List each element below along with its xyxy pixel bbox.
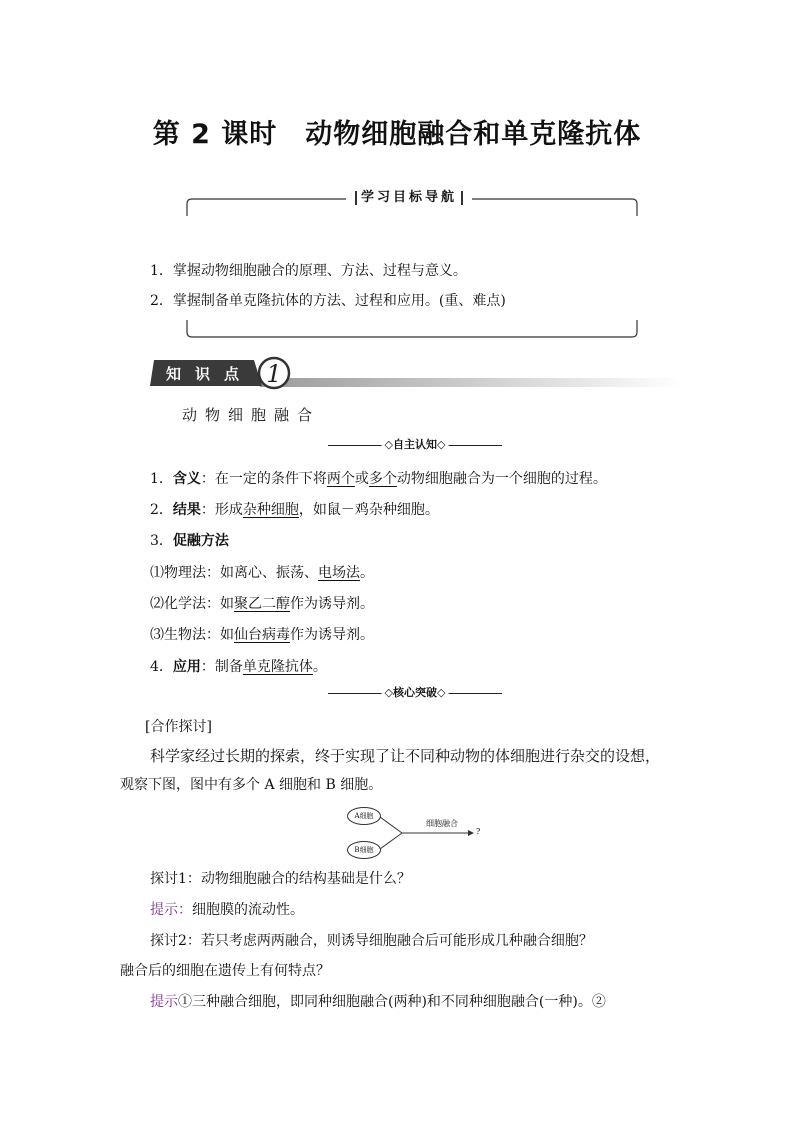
cell-b-oval: B细胞: [347, 841, 381, 859]
goals-heading-text: 学习目标导航: [360, 190, 457, 205]
fact-item-1: 1．含义：在一定的条件下将两个或多个动物细胞融合为一个细胞的过程。: [150, 471, 607, 487]
discussion-intro-2: 观察下图，图中有多个 A 细胞和 B 细胞。: [120, 777, 383, 793]
page-title: 第 2 课时 动物细胞融合和单克隆抗体: [152, 119, 642, 150]
fact-item-3: 3．促融方法: [150, 533, 229, 549]
goal-item-1: 1．掌握动物细胞融合的原理、方法、过程与意义。: [150, 263, 467, 279]
fusion-result: ?: [476, 827, 481, 836]
divider-label: ◇自主认知◇: [382, 437, 449, 453]
answer-2: 提示①三种融合细胞，即同种细胞融合(两种)和不同种细胞融合(一种)。②: [150, 994, 606, 1010]
fact-sub-2: ⑵化学法：如聚乙二醇作为诱导剂。: [150, 596, 374, 612]
heading-bar-left: [355, 191, 357, 205]
cell-a-oval: A细胞: [347, 807, 381, 825]
question-2-cont: 融合后的细胞在遗传上有何特点？: [120, 963, 330, 979]
fusion-label: 细胞融合: [426, 819, 458, 828]
question-2: 探讨2：若只考虑两两融合，则诱导细胞融合后可能形成几种融合细胞？: [150, 933, 593, 949]
cell-fusion-diagram: [340, 805, 500, 861]
fact-item-4: 4．应用：制备单克隆抗体。: [150, 659, 327, 675]
banner-label: 知识点: [166, 365, 254, 383]
goal-item-2: 2．掌握制备单克隆抗体的方法、过程和应用。(重、难点): [150, 293, 506, 309]
banner-number: 1: [266, 360, 282, 388]
divider-core: [328, 685, 502, 703]
answer-1: 提示：细胞膜的流动性。: [150, 902, 304, 918]
divider-label: ◇核心突破◇: [382, 685, 449, 701]
question-1: 探讨1：动物细胞融合的结构基础是什么？: [150, 871, 411, 887]
fact-item-2: 2．结果：形成杂种细胞，如鼠－鸡杂种细胞。: [150, 502, 439, 518]
heading-bar-right: [461, 191, 463, 205]
divider-self-study: [328, 437, 502, 455]
discussion-tag: [合作探讨]: [145, 719, 212, 735]
discussion-intro-1: 科学家经过长期的探索，终于实现了让不同种动物的体细胞进行杂交的设想，: [150, 747, 661, 765]
goals-heading: [346, 189, 472, 209]
fact-sub-1: ⑴物理法：如离心、振荡、电场法。: [150, 565, 374, 581]
section-title: 动物细胞融合: [182, 406, 321, 424]
fact-sub-3: ⑶生物法：如仙台病毒作为诱导剂。: [150, 627, 374, 643]
